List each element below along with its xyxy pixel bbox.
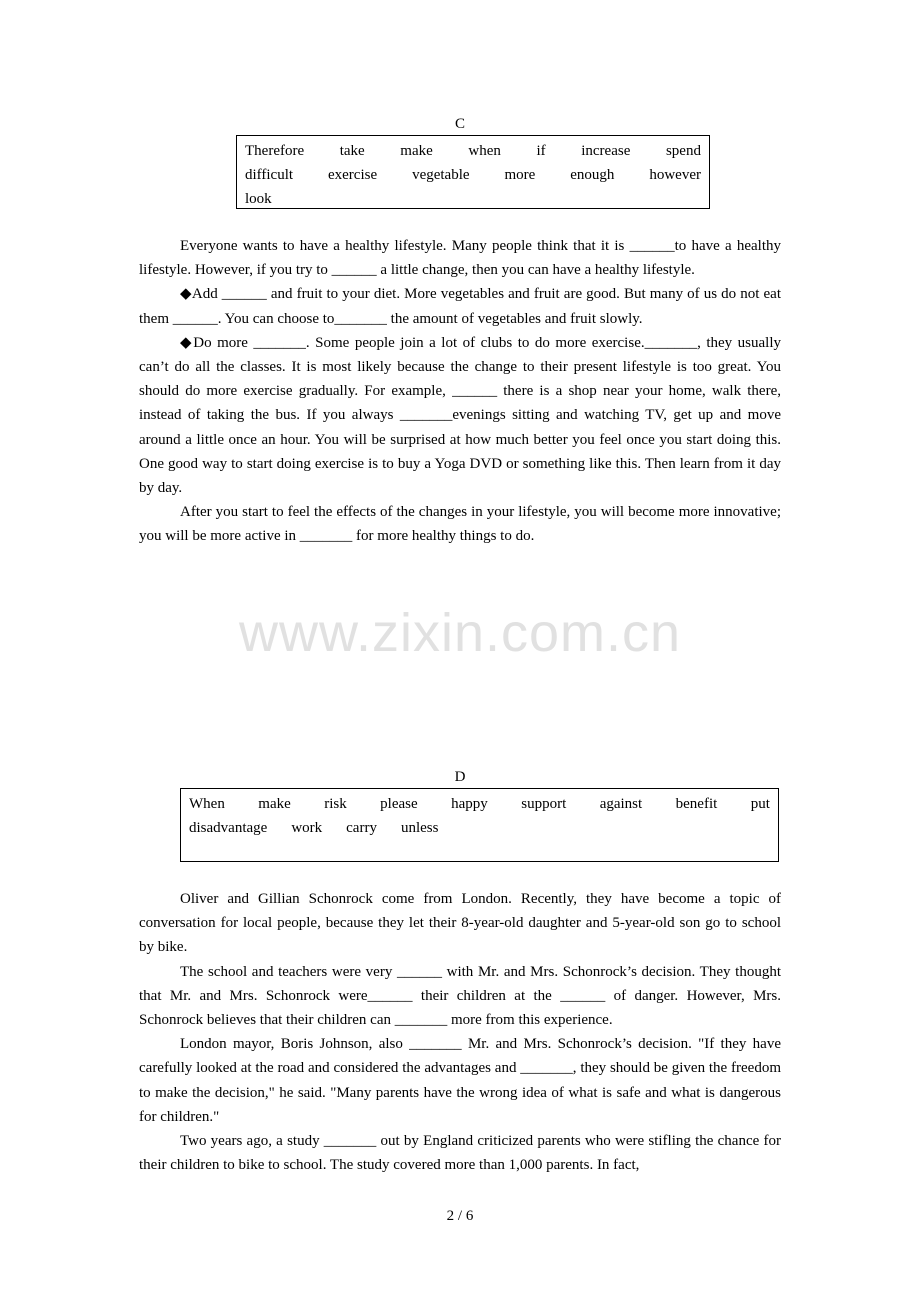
paragraph: Everyone wants to have a healthy lifestyle. Many people think that it is ______to have a healthy lifestyle. However, if you try to ______ a little change, then you can have a healthy lifestyle.: [139, 238, 781, 279]
word-bank-word: if: [536, 143, 546, 159]
section-d-passage: [139, 887, 781, 1177]
word-bank-word: make: [258, 796, 291, 812]
word-bank-word: Therefore: [245, 143, 305, 159]
word-bank-word: increase: [581, 143, 631, 159]
word-bank-row: [245, 187, 701, 211]
word-bank-word: benefit: [675, 796, 718, 812]
page-number: 2 / 6: [446, 1208, 474, 1224]
word-bank-word: carry: [346, 820, 377, 836]
word-bank-word: when: [468, 143, 501, 159]
word-bank-word: enough: [570, 167, 615, 183]
section-c-passage: [139, 234, 781, 549]
word-bank-word: exercise: [327, 167, 378, 183]
word-bank-word: disadvantage: [189, 820, 268, 836]
word-bank-word: support: [521, 796, 567, 812]
watermark: www.zixin.com.cn: [238, 603, 682, 663]
word-bank-word: however: [649, 167, 701, 183]
word-bank-row: [245, 163, 701, 187]
paragraph: London mayor, Boris Johnson, also _______ Mr. and Mrs. Schonrock’s decision. "If they have carefully looked at the road and considered the advantages and _______, they should be given the freedom to make the decision," he said. "Many parents have the wrong idea of what is safe and what is dangerous for children.": [139, 1036, 781, 1125]
word-bank-row: [189, 792, 770, 816]
section-c-heading: C: [454, 116, 465, 132]
word-bank-word: difficult: [245, 167, 294, 183]
word-bank-word: unless: [400, 820, 439, 836]
word-bank-row: [245, 139, 701, 163]
word-bank-word: against: [599, 796, 643, 812]
paragraph: ◆Do more _______. Some people join a lot of clubs to do more exercise._______, they usually can’t do all the classes. It is most likely because the change to their present lifestyle is too great. You should do more exercise gradually. For example, ______ there is a shop near your home, walk there, instead of taking the bus. If you always _______evenings sitting and watching TV, get up and move around a little once an hour. You will be surprised at how much better you feel once you start doing this. One good way to start doing exercise is to buy a Yoga DVD or something like this. Then learn from it day by day.: [139, 334, 781, 497]
word-bank-word: more: [504, 167, 536, 183]
paragraph: Oliver and Gillian Schonrock come from London. Recently, they have become a topic of conversation for local people, because they let their 8-year-old daughter and 5-year-old son go to school by bike.: [139, 891, 781, 956]
word-bank-word: make: [400, 143, 433, 159]
word-bank-row: [189, 816, 770, 840]
paragraph: After you start to feel the effects of the changes in your lifestyle, you will become more innovative; you will be more active in _______ for more healthy things to do.: [139, 504, 781, 545]
word-bank-word: happy: [451, 796, 488, 812]
section-d-heading: D: [454, 769, 466, 785]
section-d-word-bank: [180, 788, 779, 862]
word-bank-word: look: [245, 191, 272, 207]
paragraph: ◆Add ______ and fruit to your diet. More vegetables and fruit are good. But many of us do not eat them ______. You can choose to_______ the amount of vegetables and fruit slowly.: [139, 286, 781, 327]
section-c-word-bank: [236, 135, 710, 209]
word-bank-word: please: [380, 796, 418, 812]
paragraph: Two years ago, a study _______ out by England criticized parents who were stifling the chance for their children to bike to school. The study covered more than 1,000 parents. In fact,: [139, 1133, 781, 1174]
word-bank-word: vegetable: [412, 167, 470, 183]
word-bank-word: work: [291, 820, 323, 836]
word-bank-word: put: [750, 796, 770, 812]
word-bank-word: risk: [324, 796, 347, 812]
word-bank-word: take: [339, 143, 365, 159]
paragraph: The school and teachers were very ______ with Mr. and Mrs. Schonrock’s decision. They thought that Mr. and Mrs. Schonrock were______ their children at the ______ of danger. However, Mrs. Schonrock believes that their children can _______ more from this experience.: [139, 963, 781, 1029]
word-bank-word: When: [189, 796, 225, 812]
word-bank-word: spend: [665, 143, 701, 159]
